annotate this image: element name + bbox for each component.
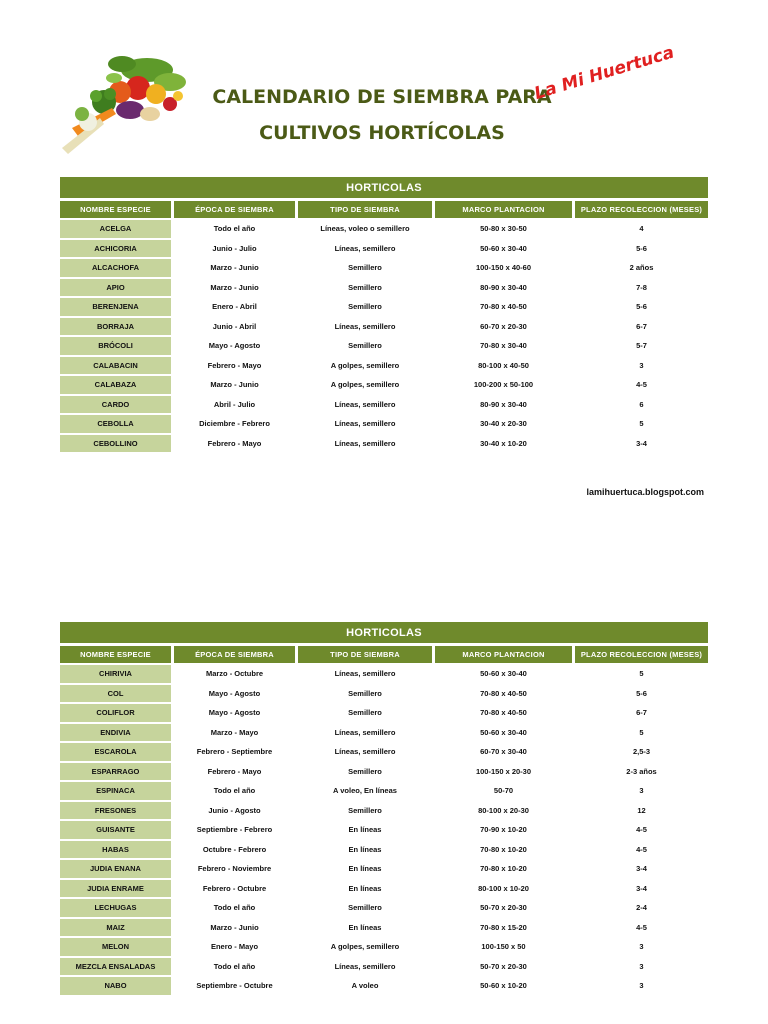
table-cell: A golpes, semillero bbox=[298, 357, 435, 375]
table-row bbox=[60, 880, 708, 898]
table-cell: Semillero bbox=[298, 298, 435, 316]
table-cell: Marzo - Junio bbox=[174, 259, 298, 277]
table-cell: 5 bbox=[639, 727, 644, 737]
table-cell: 70-80 x 30-40 bbox=[435, 337, 575, 355]
table-cell: Febrero - Mayo bbox=[174, 435, 298, 453]
table-cell: 3 bbox=[639, 786, 644, 796]
table-cell: Líneas, semillero bbox=[298, 415, 435, 433]
table-cell: 2 años bbox=[629, 263, 654, 273]
table-cell: 70-80 x 15-20 bbox=[435, 919, 575, 937]
species-name-cell: HABAS bbox=[60, 841, 174, 859]
table-row bbox=[60, 763, 708, 781]
table-cell: 4-5 bbox=[636, 380, 647, 390]
table-cell: Semillero bbox=[298, 685, 435, 703]
table-header-row bbox=[60, 201, 708, 218]
table-cell: Todo el año bbox=[174, 958, 298, 976]
table-cell: Líneas, semillero bbox=[298, 318, 435, 336]
planting-table-1 bbox=[60, 177, 708, 454]
table-row bbox=[60, 841, 708, 859]
table-cell: 80-100 x 20-30 bbox=[435, 802, 575, 820]
table-cell: Febrero - Mayo bbox=[174, 357, 298, 375]
species-name-cell: MELON bbox=[60, 938, 174, 956]
table-row bbox=[60, 919, 708, 937]
table-row bbox=[60, 938, 708, 956]
table-cell: 3-4 bbox=[636, 883, 647, 893]
table-cell: 100-150 x 20-30 bbox=[435, 763, 575, 781]
column-header: PLAZO RECOLECCION (MESES) bbox=[575, 646, 708, 663]
table-cell: 70-80 x 10-20 bbox=[435, 841, 575, 859]
table-cell: 3 bbox=[639, 981, 644, 991]
table-header-row bbox=[60, 646, 708, 663]
table-cell: 60-70 x 30-40 bbox=[435, 743, 575, 761]
table-cell: Abril - Julio bbox=[174, 396, 298, 414]
table-cell: 100-150 x 50 bbox=[435, 938, 575, 956]
table-body bbox=[60, 665, 708, 995]
table-cell: Mayo - Agosto bbox=[174, 685, 298, 703]
table-cell: Semillero bbox=[298, 259, 435, 277]
table-row bbox=[60, 220, 708, 238]
column-header: ÉPOCA DE SIEMBRA bbox=[174, 201, 298, 218]
species-name-cell: MEZCLA ENSALADAS bbox=[60, 958, 174, 976]
table-cell: 80-100 x 10-20 bbox=[435, 880, 575, 898]
table-cell: En líneas bbox=[298, 919, 435, 937]
species-name-cell: CALABACIN bbox=[60, 357, 174, 375]
table-row bbox=[60, 724, 708, 742]
table-cell: 6 bbox=[639, 399, 644, 409]
table-cell: 50-70 x 20-30 bbox=[435, 899, 575, 917]
table-cell: En líneas bbox=[298, 860, 435, 878]
table-cell: Líneas, semillero bbox=[298, 240, 435, 258]
table-band-title: HORTICOLAS bbox=[60, 177, 708, 199]
table-cell: 50-60 x 30-40 bbox=[435, 724, 575, 742]
table-row bbox=[60, 357, 708, 375]
table-row bbox=[60, 337, 708, 355]
table-row bbox=[60, 782, 708, 800]
table-cell: 70-90 x 10-20 bbox=[435, 821, 575, 839]
table-cell: 3-4 bbox=[636, 864, 647, 874]
table-cell: Marzo - Mayo bbox=[174, 724, 298, 742]
table-cell: Semillero bbox=[298, 899, 435, 917]
column-header: MARCO PLANTACION bbox=[435, 201, 575, 218]
table-cell: 4-5 bbox=[636, 825, 647, 835]
table-cell: Líneas, semillero bbox=[298, 743, 435, 761]
species-name-cell: LECHUGAS bbox=[60, 899, 174, 917]
table-row bbox=[60, 298, 708, 316]
table-row bbox=[60, 821, 708, 839]
species-name-cell: JUDIA ENANA bbox=[60, 860, 174, 878]
table-cell: Líneas, voleo o semillero bbox=[298, 220, 435, 238]
table-cell: Marzo - Junio bbox=[174, 919, 298, 937]
table-cell: 50-70 bbox=[435, 782, 575, 800]
table-cell: 6-7 bbox=[636, 321, 647, 331]
table-cell: Líneas, semillero bbox=[298, 958, 435, 976]
species-name-cell: COL bbox=[60, 685, 174, 703]
table-cell: En líneas bbox=[298, 841, 435, 859]
table-cell: Septiembre - Octubre bbox=[174, 977, 298, 995]
table-row bbox=[60, 958, 708, 976]
species-name-cell: NABO bbox=[60, 977, 174, 995]
table-row bbox=[60, 259, 708, 277]
table-cell: 5-6 bbox=[636, 302, 647, 312]
table-row bbox=[60, 977, 708, 995]
page-title-line-1: CALENDARIO DE SIEMBRA PARA bbox=[212, 86, 552, 108]
table-cell: 70-80 x 10-20 bbox=[435, 860, 575, 878]
column-header: ÉPOCA DE SIEMBRA bbox=[174, 646, 298, 663]
table-body bbox=[60, 220, 708, 452]
table-cell: Líneas, semillero bbox=[298, 724, 435, 742]
table-cell: Marzo - Junio bbox=[174, 376, 298, 394]
table-cell: 4 bbox=[639, 224, 644, 234]
table-cell: 30-40 x 10-20 bbox=[435, 435, 575, 453]
table-cell: Semillero bbox=[298, 802, 435, 820]
table-cell: 5-6 bbox=[636, 243, 647, 253]
species-name-cell: CEBOLLA bbox=[60, 415, 174, 433]
table-cell: 3 bbox=[639, 942, 644, 952]
table-cell: Junio - Agosto bbox=[174, 802, 298, 820]
species-name-cell: FRESONES bbox=[60, 802, 174, 820]
table-cell: Diciembre - Febrero bbox=[174, 415, 298, 433]
species-name-cell: ESCAROLA bbox=[60, 743, 174, 761]
species-name-cell: BERENJENA bbox=[60, 298, 174, 316]
table-row bbox=[60, 279, 708, 297]
table-cell: En líneas bbox=[298, 880, 435, 898]
table-cell: 70-80 x 40-50 bbox=[435, 704, 575, 722]
table-cell: Marzo - Octubre bbox=[174, 665, 298, 683]
table-cell: Mayo - Agosto bbox=[174, 704, 298, 722]
species-name-cell: COLIFLOR bbox=[60, 704, 174, 722]
species-name-cell: BORRAJA bbox=[60, 318, 174, 336]
table-cell: 5-7 bbox=[636, 341, 647, 351]
table-row bbox=[60, 240, 708, 258]
table-row bbox=[60, 318, 708, 336]
table-cell: Marzo - Junio bbox=[174, 279, 298, 297]
table-cell: Enero - Mayo bbox=[174, 938, 298, 956]
brand-logo-text: La Mi Huertuca bbox=[532, 42, 677, 104]
table-cell: Febrero - Septiembre bbox=[174, 743, 298, 761]
table-cell: En líneas bbox=[298, 821, 435, 839]
table-cell: Líneas, semillero bbox=[298, 435, 435, 453]
table-cell: 100-150 x 40-60 bbox=[435, 259, 575, 277]
species-name-cell: GUISANTE bbox=[60, 821, 174, 839]
table-cell: 50-60 x 30-40 bbox=[435, 665, 575, 683]
table-cell: 80-100 x 40-50 bbox=[435, 357, 575, 375]
page-title-line-2: CULTIVOS HORTÍCOLAS bbox=[259, 122, 505, 144]
table-cell: A golpes, semillero bbox=[298, 938, 435, 956]
table-cell: Semillero bbox=[298, 763, 435, 781]
table-cell: 5-6 bbox=[636, 688, 647, 698]
table-cell: 12 bbox=[637, 805, 646, 815]
table-cell: Semillero bbox=[298, 337, 435, 355]
table-row bbox=[60, 899, 708, 917]
table-cell: Octubre - Febrero bbox=[174, 841, 298, 859]
table-cell: Líneas, semillero bbox=[298, 665, 435, 683]
table-cell: 5 bbox=[639, 419, 644, 429]
table-cell: 50-80 x 30-50 bbox=[435, 220, 575, 238]
table-cell: 3 bbox=[639, 360, 644, 370]
table-cell: 2,5-3 bbox=[632, 747, 651, 757]
species-name-cell: ACHICORIA bbox=[60, 240, 174, 258]
species-name-cell: ACELGA bbox=[60, 220, 174, 238]
table-cell: 5 bbox=[639, 669, 644, 679]
table-cell: 80-90 x 30-40 bbox=[435, 396, 575, 414]
table-cell: 2-3 años bbox=[626, 766, 657, 776]
table-cell: Junio - Julio bbox=[174, 240, 298, 258]
table-cell: A golpes, semillero bbox=[298, 376, 435, 394]
species-name-cell: JUDIA ENRAME bbox=[60, 880, 174, 898]
species-name-cell: ESPARRAGO bbox=[60, 763, 174, 781]
table-cell: 70-80 x 40-50 bbox=[435, 685, 575, 703]
species-name-cell: CARDO bbox=[60, 396, 174, 414]
table-cell: A voleo bbox=[298, 977, 435, 995]
table-cell: 50-60 x 30-40 bbox=[435, 240, 575, 258]
column-header: TIPO DE SIEMBRA bbox=[298, 646, 435, 663]
table-band-title: HORTICOLAS bbox=[60, 622, 708, 644]
table-cell: Semillero bbox=[298, 279, 435, 297]
table-cell: 70-80 x 40-50 bbox=[435, 298, 575, 316]
table-cell: Junio - Abril bbox=[174, 318, 298, 336]
table-cell: 3-4 bbox=[636, 438, 647, 448]
table-cell: Semillero bbox=[298, 704, 435, 722]
table-cell: 50-60 x 10-20 bbox=[435, 977, 575, 995]
planting-table-2 bbox=[60, 622, 708, 997]
table-cell: Enero - Abril bbox=[174, 298, 298, 316]
species-name-cell: CHIRIVIA bbox=[60, 665, 174, 683]
table-cell: Líneas, semillero bbox=[298, 396, 435, 414]
column-header: TIPO DE SIEMBRA bbox=[298, 201, 435, 218]
table-cell: 100-200 x 50-100 bbox=[435, 376, 575, 394]
table-cell: 7-8 bbox=[636, 282, 647, 292]
table-cell: Febrero - Octubre bbox=[174, 880, 298, 898]
table-cell: 30-40 x 20-30 bbox=[435, 415, 575, 433]
column-header: NOMBRE ESPECIE bbox=[60, 201, 174, 218]
table-row bbox=[60, 860, 708, 878]
planting-table bbox=[60, 644, 708, 997]
table-row bbox=[60, 685, 708, 703]
species-name-cell: CALABAZA bbox=[60, 376, 174, 394]
table-cell: A voleo, En líneas bbox=[298, 782, 435, 800]
column-header: PLAZO RECOLECCION (MESES) bbox=[575, 201, 708, 218]
column-header: MARCO PLANTACION bbox=[435, 646, 575, 663]
table-cell: 60-70 x 20-30 bbox=[435, 318, 575, 336]
column-header: NOMBRE ESPECIE bbox=[60, 646, 174, 663]
planting-table bbox=[60, 199, 708, 454]
table-cell: Todo el año bbox=[174, 220, 298, 238]
species-name-cell: MAIZ bbox=[60, 919, 174, 937]
table-cell: Todo el año bbox=[174, 782, 298, 800]
table-row bbox=[60, 376, 708, 394]
blog-url: lamihuertuca.blogspot.com bbox=[586, 487, 704, 497]
table-cell: 3 bbox=[639, 961, 644, 971]
species-name-cell: ENDIVIA bbox=[60, 724, 174, 742]
table-row bbox=[60, 435, 708, 453]
species-name-cell: APIO bbox=[60, 279, 174, 297]
table-row bbox=[60, 665, 708, 683]
table-row bbox=[60, 704, 708, 722]
species-name-cell: ALCACHOFA bbox=[60, 259, 174, 277]
table-cell: Mayo - Agosto bbox=[174, 337, 298, 355]
table-row bbox=[60, 802, 708, 820]
table-row bbox=[60, 743, 708, 761]
table-cell: 80-90 x 30-40 bbox=[435, 279, 575, 297]
table-cell: 4-5 bbox=[636, 922, 647, 932]
table-cell: Todo el año bbox=[174, 899, 298, 917]
table-cell: 50-70 x 20-30 bbox=[435, 958, 575, 976]
table-cell: 2-4 bbox=[636, 903, 647, 913]
table-cell: 4-5 bbox=[636, 844, 647, 854]
species-name-cell: BRÓCOLI bbox=[60, 337, 174, 355]
table-cell: Septiembre - Febrero bbox=[174, 821, 298, 839]
table-cell: Febrero - Mayo bbox=[174, 763, 298, 781]
table-cell: Febrero - Noviembre bbox=[174, 860, 298, 878]
species-name-cell: ESPINACA bbox=[60, 782, 174, 800]
table-row bbox=[60, 396, 708, 414]
table-cell: 6-7 bbox=[636, 708, 647, 718]
species-name-cell: CEBOLLINO bbox=[60, 435, 174, 453]
table-row bbox=[60, 415, 708, 433]
